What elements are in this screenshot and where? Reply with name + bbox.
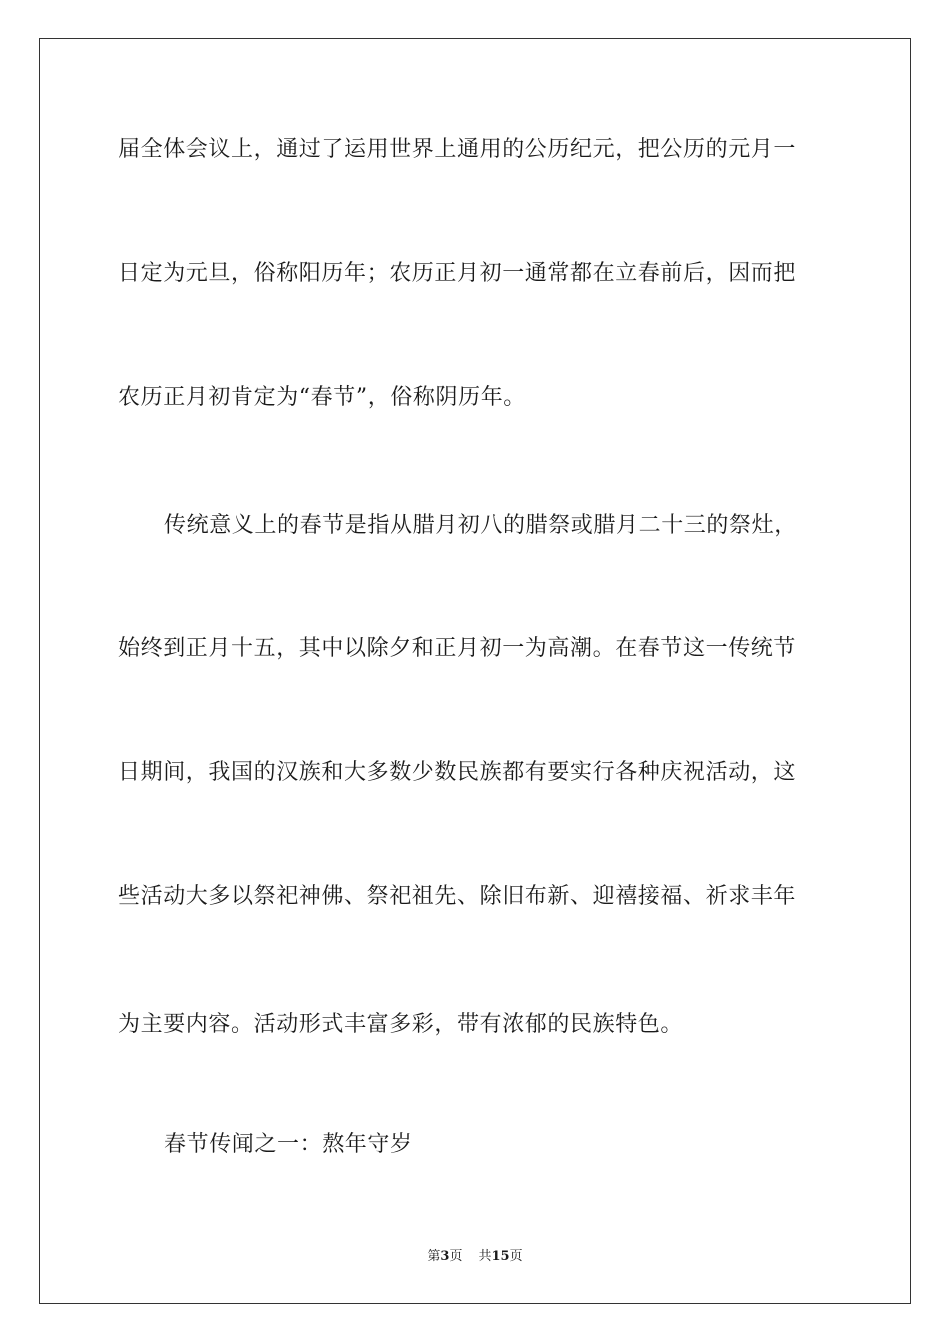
paragraph-2-line-5: 为主要内容。活动形式丰富多彩，带有浓郁的民族特色。: [118, 1012, 684, 1037]
page-footer: [0, 1248, 950, 1266]
total-suffix: 页: [509, 1249, 523, 1264]
paragraph-1-line-1: 届全体会议上，通过了运用世界上通用的公历纪元，把公历的元月一: [118, 137, 797, 162]
page-prefix: 第: [427, 1249, 441, 1264]
page-border: [39, 38, 911, 1304]
section-heading: 春节传闻之一：熬年守岁: [164, 1132, 413, 1157]
paragraph-2-line-3: 日期间，我国的汉族和大多数少数民族都有要实行各种庆祝活动，这: [118, 760, 797, 785]
paragraph-1-line-3: 农历正月初肯定为“春节”，俗称阴历年。: [118, 385, 526, 410]
page-suffix: 页: [449, 1249, 463, 1264]
paragraph-2-line-4: 些活动大多以祭祀神佛、祭祀祖先、除旧布新、迎禧接福、祈求丰年: [118, 884, 797, 909]
total-pages: 15: [491, 1249, 510, 1264]
paragraph-2-line-2: 始终到正月十五，其中以除夕和正月初一为高潮。在春节这一传统节: [118, 636, 797, 661]
paragraph-2-line-1: 传统意义上的春节是指从腊月初八的腊祭或腊月二十三的祭灶，: [164, 513, 797, 538]
total-prefix: 共: [478, 1249, 492, 1264]
paragraph-1-line-2: 日定为元旦，俗称阳历年；农历正月初一通常都在立春前后，因而把: [118, 261, 797, 286]
page-number: 3: [440, 1249, 450, 1264]
